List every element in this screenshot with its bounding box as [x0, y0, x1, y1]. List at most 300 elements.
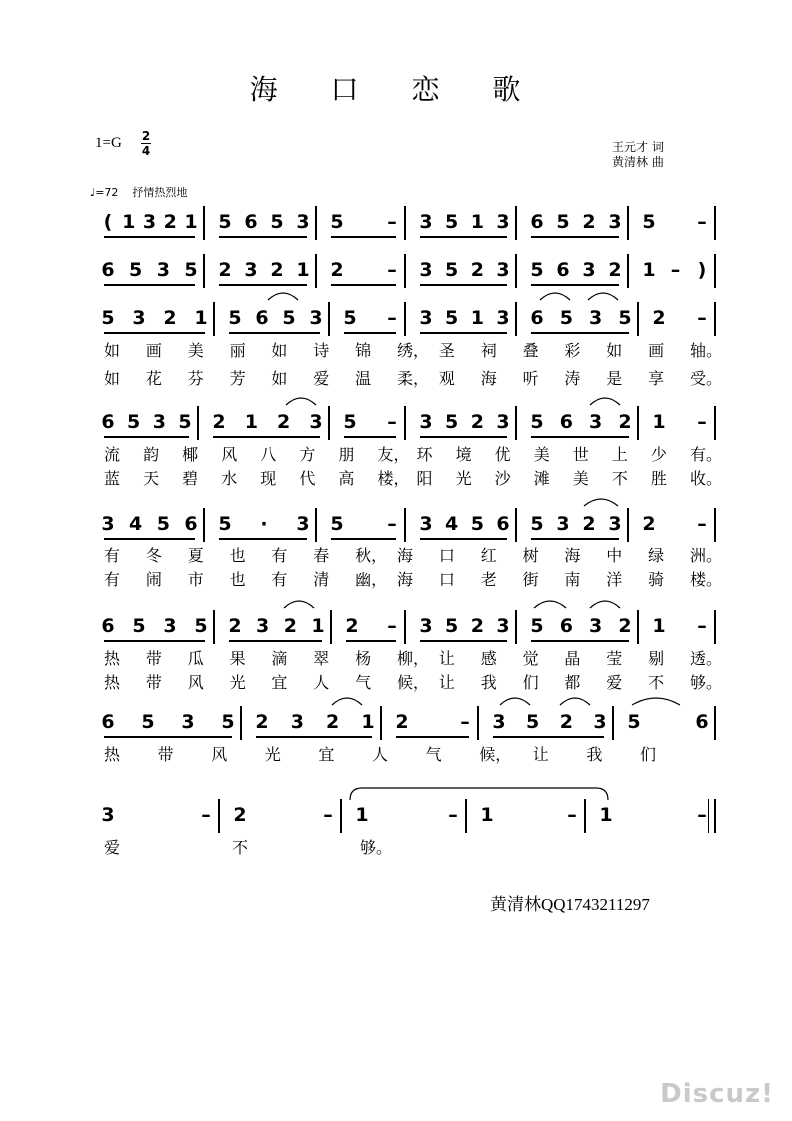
lyric-char: 美	[572, 469, 589, 488]
note: 5	[330, 211, 344, 233]
composer-credit: 黄清林 曲	[612, 155, 664, 169]
note: 6	[496, 513, 510, 535]
lyric-char: 祠	[480, 341, 497, 360]
note: 1	[470, 307, 484, 329]
lyric-char: 春	[313, 546, 330, 565]
lyric-char: 楼，	[377, 469, 410, 488]
lyric-char: 夏	[187, 546, 204, 565]
lyric-char: 都	[564, 673, 581, 692]
lyric-char: 绿	[648, 546, 665, 565]
note: 3	[142, 211, 157, 233]
note: –	[697, 211, 707, 233]
lyric-char: 胜	[650, 469, 667, 488]
note: 3	[496, 615, 510, 637]
lyric-char: 听	[522, 369, 539, 388]
note: 6	[101, 259, 115, 281]
note: 5	[445, 211, 459, 233]
slur	[332, 698, 362, 705]
note: 1	[470, 211, 484, 233]
lyric-char: 带	[157, 745, 174, 764]
note: 6	[244, 211, 258, 233]
lyric-char: 有	[271, 570, 288, 589]
slur	[284, 601, 314, 608]
lyric-char: 有	[104, 546, 121, 565]
lyric-char: 优	[494, 445, 511, 464]
lyric-char: 洲。	[690, 546, 723, 565]
note: 3	[419, 411, 433, 433]
note: 2	[395, 711, 409, 733]
lyric-char: 收。	[690, 469, 723, 488]
lyric-char: 蓝	[104, 469, 121, 488]
note: –	[387, 307, 397, 329]
lyric-char: 热	[104, 745, 121, 764]
lyric-char: 柔，	[397, 369, 430, 388]
note: 2	[163, 211, 177, 233]
expression-text: 抒情热烈地	[132, 186, 188, 199]
note: 2	[582, 211, 596, 233]
note: 2	[642, 513, 656, 535]
lyric-char: 如	[104, 369, 121, 388]
note: 5	[445, 307, 459, 329]
lyric-char: 也	[229, 570, 246, 589]
time-sig-bottom: 4	[141, 144, 151, 158]
slur	[500, 698, 530, 705]
lyric-char: 上	[611, 445, 628, 464]
lyric-char: 不	[611, 469, 628, 488]
note: –	[697, 513, 707, 535]
lyric-char: 美	[187, 341, 204, 360]
lyric-char: 我	[586, 745, 603, 764]
note: 6	[556, 259, 570, 281]
lyric-char: 世	[572, 445, 589, 464]
note: 2	[212, 411, 226, 433]
lyric-char: 透。	[690, 649, 723, 668]
lyric-char: 够。	[690, 673, 723, 692]
lyric-char: 够。	[360, 838, 393, 857]
lyric-char: 韵	[143, 445, 160, 464]
note: 3	[419, 211, 433, 233]
slur	[534, 601, 566, 608]
note: 5	[270, 211, 284, 233]
lyricist-credit: 王元才 词	[612, 140, 664, 154]
note: 6	[255, 307, 269, 329]
lyric-char: 爱	[313, 369, 330, 388]
lyric-char: 晶	[564, 649, 581, 668]
note: 2	[283, 615, 297, 637]
lyric-char: 树	[522, 546, 539, 565]
note: 2	[163, 307, 177, 329]
bracket: (	[103, 211, 113, 233]
lyric-char: 老	[480, 570, 497, 589]
lyric-char: 剔	[648, 649, 665, 668]
note: 3	[256, 615, 270, 637]
lyric-char: 有。	[690, 445, 723, 464]
note: 1	[652, 411, 666, 433]
lyric-char: 感	[480, 649, 497, 668]
lyric-char: 锦	[355, 341, 372, 360]
lyric-char: 光	[455, 469, 472, 488]
lyric-char: 人	[372, 745, 389, 764]
note: 2	[255, 711, 269, 733]
note: –	[323, 804, 333, 826]
lyric-char: 市	[187, 570, 204, 589]
slur	[584, 499, 618, 506]
lyric-char: 享	[648, 369, 665, 388]
lyric-char: 现	[260, 469, 277, 488]
slur	[590, 398, 620, 405]
lyric-char: 朋	[338, 445, 355, 464]
lyric-char: 椰	[182, 445, 199, 464]
lyric-char: 风	[187, 673, 204, 692]
note: –	[670, 259, 681, 281]
note: 1	[122, 211, 136, 233]
note: –	[387, 259, 397, 281]
note: 3	[419, 615, 433, 637]
note: 5	[530, 513, 544, 535]
lyric-char: 带	[145, 649, 162, 668]
lyric-char: 轴。	[690, 341, 723, 360]
lyric-char: 叠	[522, 341, 539, 360]
lyric-char: 友，	[377, 445, 410, 464]
note: 3	[589, 615, 603, 637]
tempo-value: ♩=72	[90, 186, 119, 199]
note: 2	[618, 615, 632, 637]
note: 5	[530, 411, 544, 433]
lyric-char: 冬	[145, 546, 162, 565]
note: 3	[496, 211, 510, 233]
note: –	[697, 804, 707, 826]
lyric-char: 街	[522, 570, 539, 589]
lyric-char: 爱	[606, 673, 623, 692]
lyric-char: 诗	[313, 341, 330, 360]
note: 3	[244, 259, 258, 281]
lyric-char: 风	[211, 745, 228, 764]
note: 1	[355, 804, 369, 826]
note: 6	[695, 711, 709, 733]
note: 2	[270, 259, 284, 281]
lyric-char: 风	[221, 445, 238, 464]
note: 5	[330, 513, 344, 535]
note: 3	[156, 259, 170, 281]
note: 2	[330, 259, 344, 281]
note: 5	[445, 411, 459, 433]
lyric-char: 八	[260, 445, 277, 464]
lyric-char: 清	[313, 570, 330, 589]
note: 5	[221, 711, 235, 733]
note: 3	[101, 804, 115, 826]
note: 3	[492, 711, 506, 733]
note: 1	[184, 211, 198, 233]
note: 3	[589, 411, 603, 433]
note: 3	[296, 211, 310, 233]
note: 5	[228, 307, 242, 329]
lyric-char: 如	[271, 341, 288, 360]
note: 3	[419, 513, 433, 535]
note: 1	[652, 615, 666, 637]
note: 6	[530, 307, 544, 329]
lyric-char: 幽，	[355, 570, 388, 589]
signature: 黄清林QQ1743211297	[490, 895, 650, 914]
note: 2	[559, 711, 573, 733]
note: 5	[530, 259, 544, 281]
lyric-char: 滩	[533, 469, 550, 488]
lyric-char: 口	[438, 570, 455, 589]
note: 5	[618, 307, 632, 329]
lyric-char: 丽	[229, 341, 246, 360]
note: 3	[181, 711, 195, 733]
note: 5	[218, 513, 232, 535]
lyric-char: 高	[338, 469, 355, 488]
note: 5	[129, 259, 143, 281]
note: 5	[141, 711, 155, 733]
lyric-char: 如	[606, 341, 623, 360]
lyric-char: 瓜	[187, 649, 204, 668]
note: 4	[129, 513, 143, 535]
note: 5	[127, 411, 141, 433]
lyric-char: 也	[229, 546, 246, 565]
watermark: Discuz!	[660, 1079, 774, 1109]
note: 6	[101, 711, 115, 733]
note: 1	[311, 615, 325, 637]
note: 1	[361, 711, 375, 733]
note: 3	[419, 259, 433, 281]
note: 2	[608, 259, 622, 281]
note: 3	[419, 307, 433, 329]
lyric-char: 观	[438, 369, 455, 388]
lyric-char: 画	[648, 341, 665, 360]
lyric-char: 热	[104, 673, 121, 692]
note: 3	[290, 711, 304, 733]
note: 3	[608, 211, 622, 233]
note: 5	[184, 259, 198, 281]
lyric-char: 圣	[438, 341, 455, 360]
note: –	[387, 411, 397, 433]
note: 1	[642, 259, 656, 281]
lyric-char: 莹	[606, 649, 623, 668]
note: –	[387, 211, 397, 233]
lyric-char: 柳，	[397, 649, 430, 668]
lyric-char: 热	[104, 649, 121, 668]
lyric-char: 果	[229, 649, 246, 668]
note: 2	[470, 411, 484, 433]
lyric-char: 代	[299, 469, 316, 488]
lyric-char: 骑	[648, 570, 665, 589]
lyric-char: 涛	[564, 369, 581, 388]
slur	[268, 293, 298, 300]
note: –	[697, 615, 707, 637]
note: 3	[582, 259, 596, 281]
lyric-char: 翠	[313, 649, 330, 668]
note: 1	[194, 307, 208, 329]
note: 2	[228, 615, 242, 637]
note: 1	[244, 411, 258, 433]
note: –	[201, 804, 211, 826]
lyric-char: 海	[397, 570, 414, 589]
note: 1	[599, 804, 613, 826]
note: 6	[559, 411, 573, 433]
note: 6	[101, 411, 115, 433]
slur	[286, 398, 316, 405]
key-signature: 1=G	[95, 135, 122, 151]
lyric-char: 觉	[522, 649, 539, 668]
note: 2	[277, 411, 291, 433]
lyric-char: 海	[397, 546, 414, 565]
note: 2	[470, 615, 484, 637]
note: 1	[480, 804, 494, 826]
note: 5	[559, 307, 573, 329]
lyric-char: 境	[455, 445, 472, 464]
lyric-char: 让	[532, 745, 549, 764]
lyric-char: 阳	[416, 469, 433, 488]
lyric-char: 水	[221, 469, 238, 488]
slur	[540, 293, 570, 300]
lyric-char: 中	[606, 546, 623, 565]
lyric-char: 绣，	[397, 341, 430, 360]
slur	[560, 698, 590, 705]
lyric-char: 洋	[606, 570, 623, 589]
song-title: 海 口 恋 歌	[249, 73, 543, 106]
note: 1	[296, 259, 310, 281]
lyric-char: 画	[145, 341, 162, 360]
lyric-char: 不	[648, 673, 665, 692]
lyric-char: 美	[533, 445, 550, 464]
note: 2	[652, 307, 666, 329]
note: 6	[559, 615, 573, 637]
lyric-char: 有	[104, 570, 121, 589]
note: –	[567, 804, 577, 826]
lyric-char: 方	[299, 445, 316, 464]
lyric-char: 气	[355, 673, 372, 692]
note: 3	[309, 307, 323, 329]
slur	[632, 698, 680, 705]
note: 5	[445, 615, 459, 637]
note: 5	[101, 307, 115, 329]
lyric-char: 彩	[564, 341, 581, 360]
note: 5	[132, 615, 146, 637]
lyric-char: 光	[229, 673, 246, 692]
note: 3	[589, 307, 603, 329]
note: 2	[233, 804, 247, 826]
slur	[588, 293, 618, 300]
note: 3	[163, 615, 177, 637]
lyric-char: 宜	[271, 673, 288, 692]
lyric-char: 光	[264, 745, 281, 764]
note: 5	[530, 615, 544, 637]
note: 2	[326, 711, 340, 733]
note: 3	[296, 513, 310, 535]
lyric-char: 沙	[494, 469, 511, 488]
note: 5	[343, 411, 357, 433]
lyric-char: 温	[355, 369, 372, 388]
note: 2	[345, 615, 359, 637]
note: 5	[556, 211, 570, 233]
note: 3	[593, 711, 607, 733]
note: 4	[445, 513, 459, 535]
note: –	[697, 307, 707, 329]
lyric-char: 口	[438, 546, 455, 565]
lyric-char: 滴	[271, 649, 288, 668]
note: –	[460, 711, 470, 733]
note: ·	[260, 513, 268, 535]
note: 3	[496, 307, 510, 329]
lyric-char: 杨	[355, 649, 372, 668]
lyric-char: 们	[640, 745, 657, 764]
note: 3	[132, 307, 146, 329]
note: 3	[309, 411, 323, 433]
note: 6	[184, 513, 198, 535]
lyric-char: 如	[104, 341, 121, 360]
lyric-char: 红	[480, 546, 497, 565]
lyric-char: 候，	[397, 673, 430, 692]
note: 5	[343, 307, 357, 329]
lyric-char: 让	[438, 673, 455, 692]
lyric-char: 海	[564, 546, 581, 565]
tie	[350, 788, 608, 800]
note: 3	[101, 513, 115, 535]
lyric-char: 有	[271, 546, 288, 565]
note: –	[387, 513, 397, 535]
note: 2	[618, 411, 632, 433]
lyric-char: 海	[480, 369, 497, 388]
lyric-char: 楼。	[690, 570, 723, 589]
bracket: )	[697, 259, 707, 281]
lyric-char: 候，	[479, 745, 512, 764]
note: –	[697, 411, 707, 433]
note: 5	[642, 211, 656, 233]
lyric-char: 流	[104, 445, 121, 464]
note: 5	[445, 259, 459, 281]
lyric-char: 花	[145, 369, 162, 388]
lyric-char: 芳	[229, 369, 246, 388]
note: 2	[582, 513, 596, 535]
lyric-char: 环	[416, 445, 433, 464]
lyric-char: 气	[425, 745, 442, 764]
note: 5	[282, 307, 296, 329]
note: 5	[178, 411, 192, 433]
lyric-char: 芬	[187, 369, 204, 388]
note: 5	[627, 711, 641, 733]
note: 3	[496, 411, 510, 433]
note: 5	[526, 711, 540, 733]
note: 6	[101, 615, 115, 637]
note: 3	[608, 513, 622, 535]
note: 6	[530, 211, 544, 233]
lyric-char: 爱	[104, 838, 121, 857]
note: 2	[218, 259, 232, 281]
lyric-char: 让	[438, 649, 455, 668]
note: 5	[194, 615, 208, 637]
lyric-char: 们	[522, 673, 539, 692]
note: –	[387, 615, 397, 637]
note: 5	[156, 513, 170, 535]
note: 3	[152, 411, 166, 433]
lyric-char: 南	[564, 570, 581, 589]
note: 3	[496, 259, 510, 281]
note: 5	[218, 211, 232, 233]
note: –	[448, 804, 458, 826]
time-sig-top: 2	[141, 129, 151, 143]
lyric-char: 如	[271, 369, 288, 388]
note: 3	[556, 513, 570, 535]
lyric-char: 带	[145, 673, 162, 692]
note: 5	[470, 513, 484, 535]
slur	[590, 601, 620, 608]
lyric-char: 宜	[318, 745, 335, 764]
lyric-char: 天	[143, 469, 160, 488]
lyric-char: 我	[480, 673, 497, 692]
lyric-char: 秋，	[355, 546, 388, 565]
lyric-char: 是	[606, 369, 623, 388]
